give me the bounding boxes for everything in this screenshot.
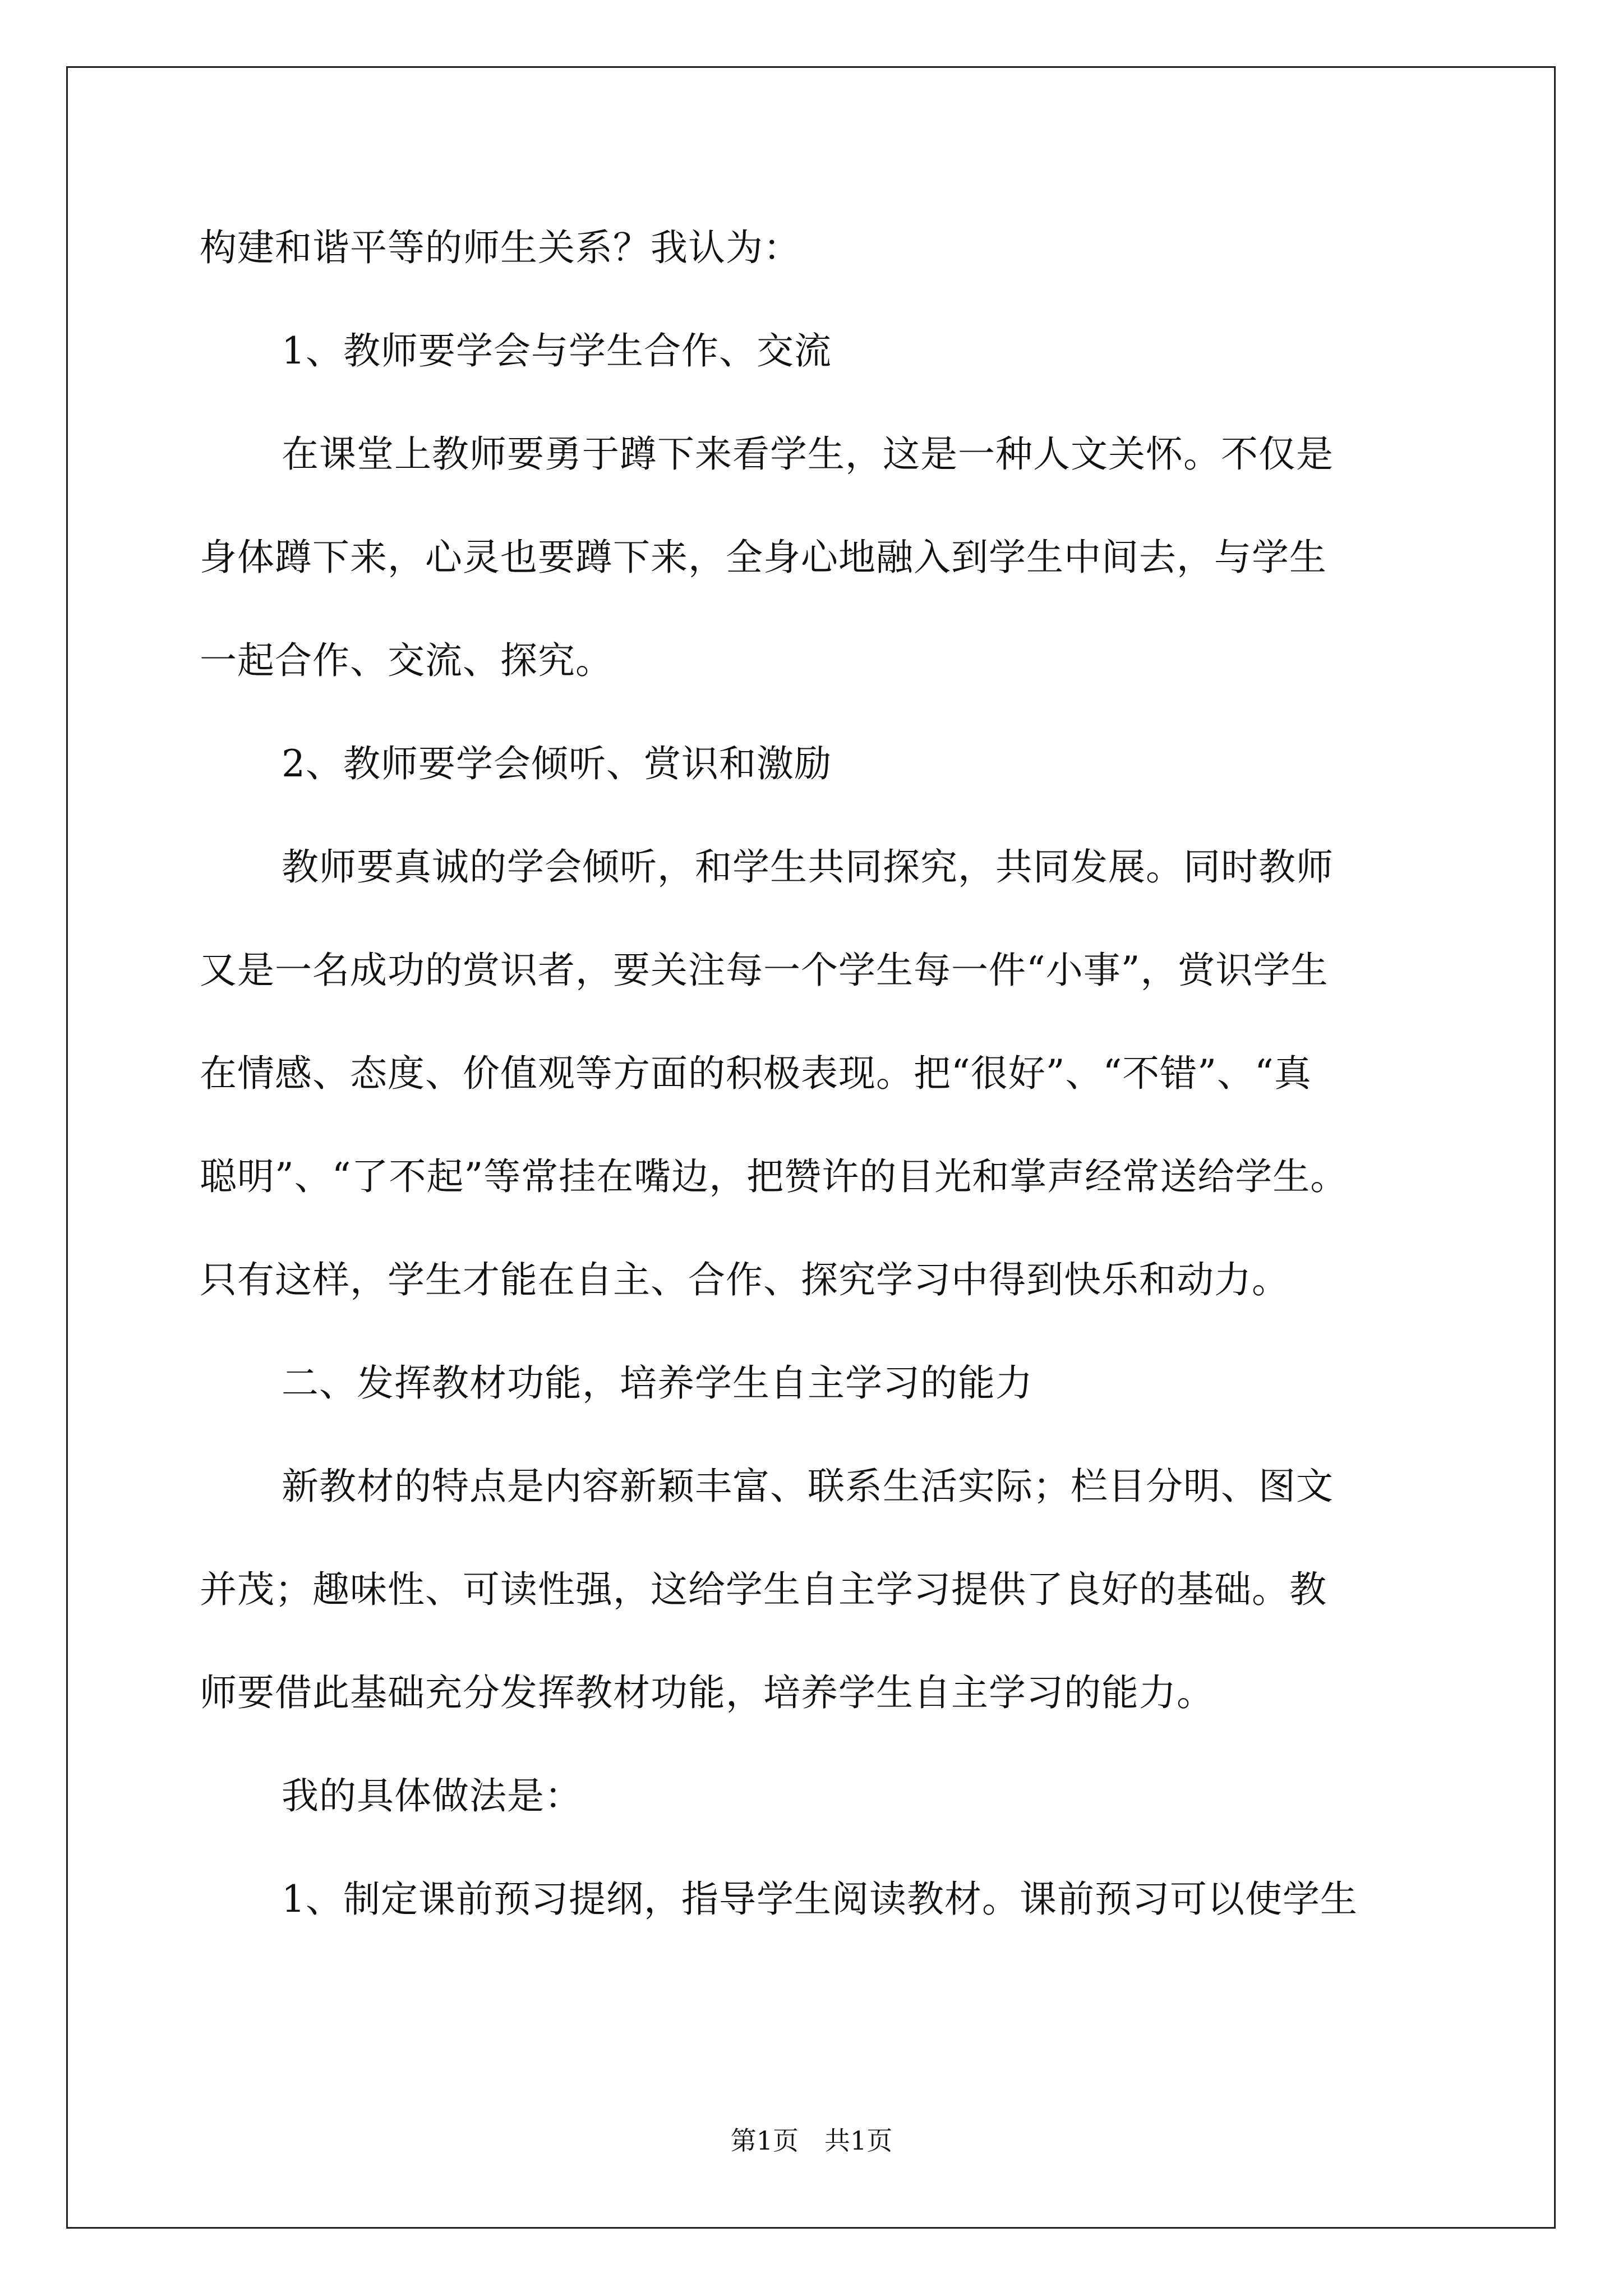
paragraph-line: 我的具体做法是：: [282, 1774, 582, 1818]
paragraph-line: 在课堂上教师要勇于蹲下来看学生，这是一种人文关怀。不仅是: [282, 432, 1334, 476]
paragraph-line: 在情感、态度、价值观等方面的积极表现。把“很好”、“不错”、“真: [200, 1052, 1312, 1095]
paragraph-line: 并茂；趣味性、可读性强，这给学生自主学习提供了良好的基础。教: [200, 1568, 1327, 1611]
paragraph-line: 又是一名成功的赏识者，要关注每一个学生每一件“小事”，赏识学生: [200, 949, 1329, 992]
section-heading: 二、发挥教材功能，培养学生自主学习的能力: [282, 1361, 1033, 1405]
page-number-footer: 第1页 共1页: [730, 2125, 893, 2156]
paragraph-line: 师要借此基础充分发挥教材功能，培养学生自主学习的能力。: [200, 1671, 1214, 1714]
paragraph-line: 新教材的特点是内容新颖丰富、联系生活实际；栏目分明、图文: [282, 1465, 1334, 1508]
paragraph-line: 聪明”、“了不起”等常挂在嘴边，把赞许的目光和掌声经常送给学生。: [200, 1155, 1348, 1198]
paragraph-line: 一起合作、交流、探究。: [200, 639, 613, 682]
paragraph-line: 只有这样，学生才能在自主、合作、探究学习中得到快乐和动力。: [200, 1258, 1289, 1301]
paragraph-line: 身体蹲下来，心灵也要蹲下来，全身心地融入到学生中间去，与学生: [200, 536, 1327, 579]
list-heading: 1、教师要学会与学生合作、交流: [282, 329, 832, 372]
list-heading: 2、教师要学会倾听、赏识和激励: [282, 742, 832, 785]
paragraph-line: 教师要真诚的学会倾听，和学生共同探究，共同发展。同时教师: [282, 845, 1334, 889]
paragraph-line: 1、制定课前预习提纲，指导学生阅读教材。课前预习可以使学生: [282, 1878, 1358, 1921]
text-line: 构建和谐平等的师生关系？我认为：: [200, 226, 801, 269]
